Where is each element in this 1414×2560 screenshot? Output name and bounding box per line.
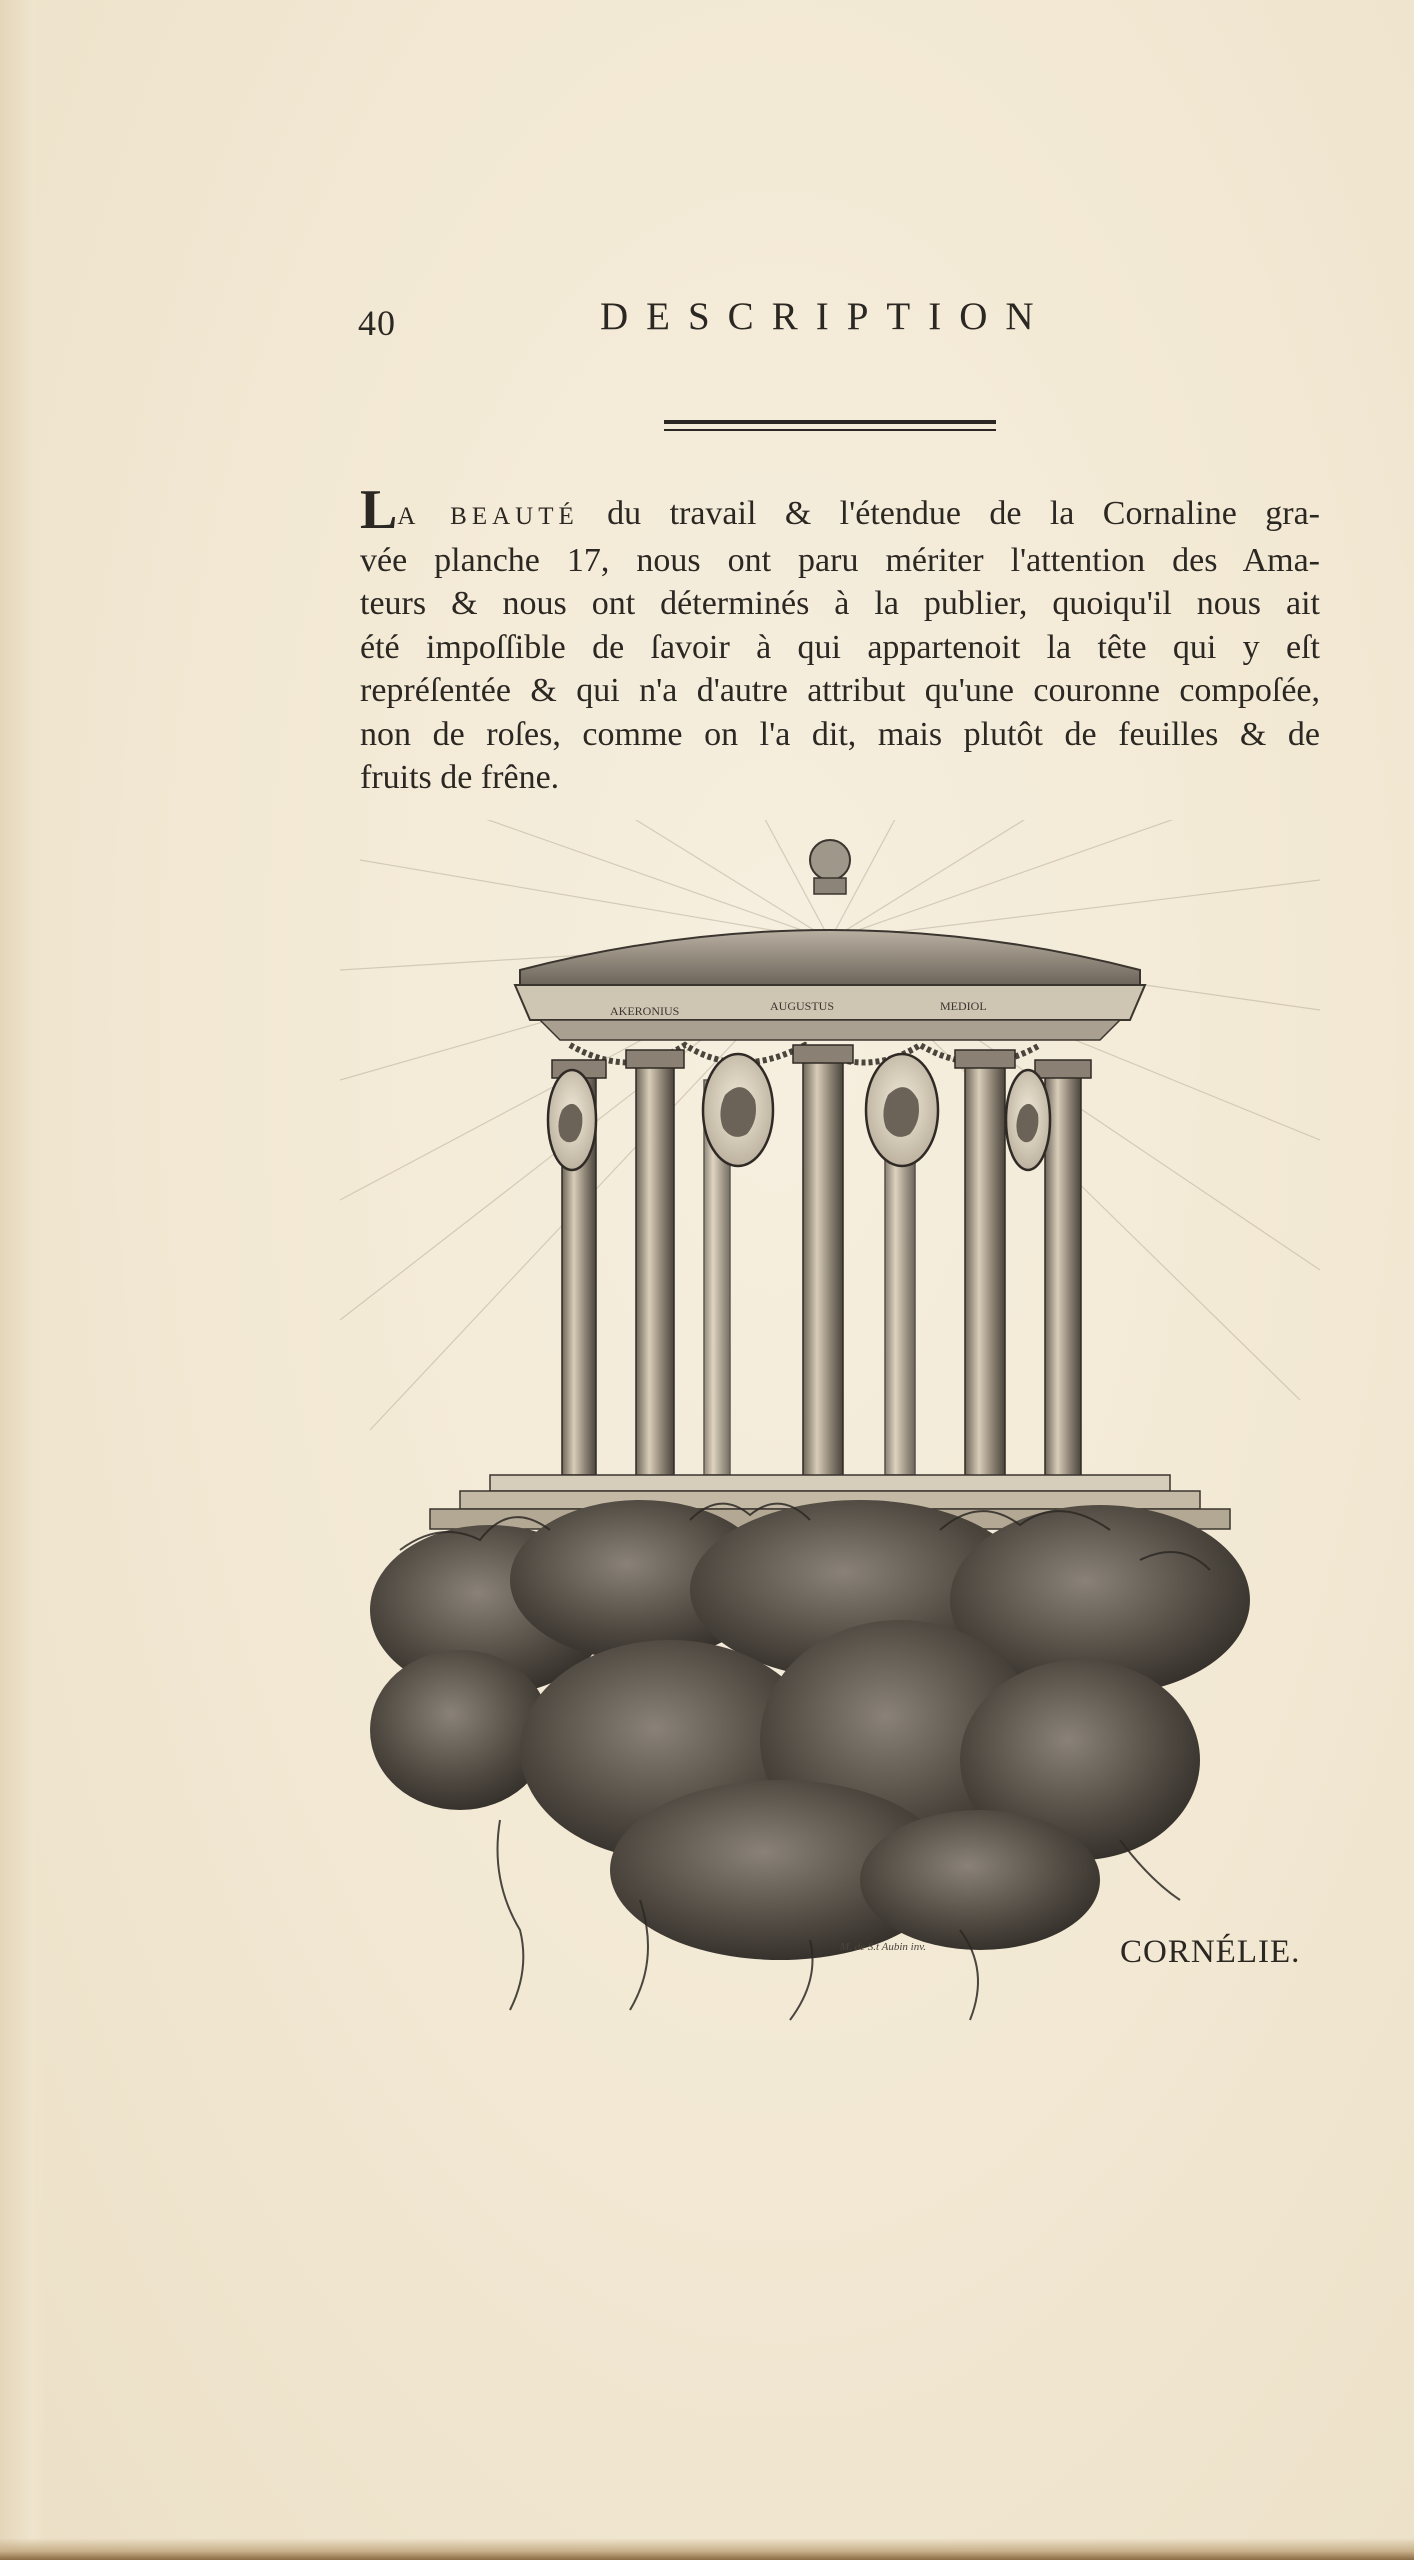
text-line-2: vée planche 17, nous ont paru mériter l'attention des Ama- [360, 541, 1320, 579]
text-line-7: fruits de frêne. [360, 759, 560, 796]
plate-caption: CORNÉLIE. [1120, 1934, 1301, 1970]
text-line-3: teurs & nous ont déterminés à la publier, quoiqu'il nous ait [360, 585, 1320, 622]
text-line-1: LA BEAUTÉ du travail & l'étendue de la Cornaline gra- [360, 479, 1320, 541]
text-line-5: repréſentée & qui n'a d'autre attribut qu'une couronne compoſée, [360, 672, 1320, 709]
frieze-inscription-2: AUGUSTUS [770, 999, 835, 1013]
temple-dome [515, 840, 1145, 1063]
engraver-signature: M. de S.t Aubin inv. [840, 1941, 927, 1953]
double-rule-divider [664, 420, 996, 434]
small-caps-opening: A BEAUTÉ [397, 503, 579, 530]
body-paragraph [360, 479, 1320, 800]
text-line-4: été impoſſible de ſavoir à qui appartenoit la tête qui y eſt [360, 628, 1320, 666]
page-number: 40 [358, 303, 396, 343]
running-head: DESCRIPTION [600, 295, 1052, 338]
frieze-inscription-1: AKERONIUS [610, 1004, 680, 1018]
drop-cap: L [360, 479, 398, 541]
page-bottom-edge [0, 2538, 1414, 2560]
page-gutter-shadow [0, 0, 46, 2560]
text-line-6: non de roſes, comme on l'a dit, mais plutôt de feuilles & de [360, 715, 1320, 753]
rocky-outcrop [370, 1500, 1250, 1960]
frieze-inscription-3: MEDIOL [940, 999, 987, 1013]
temple-engraving [340, 820, 1320, 2050]
